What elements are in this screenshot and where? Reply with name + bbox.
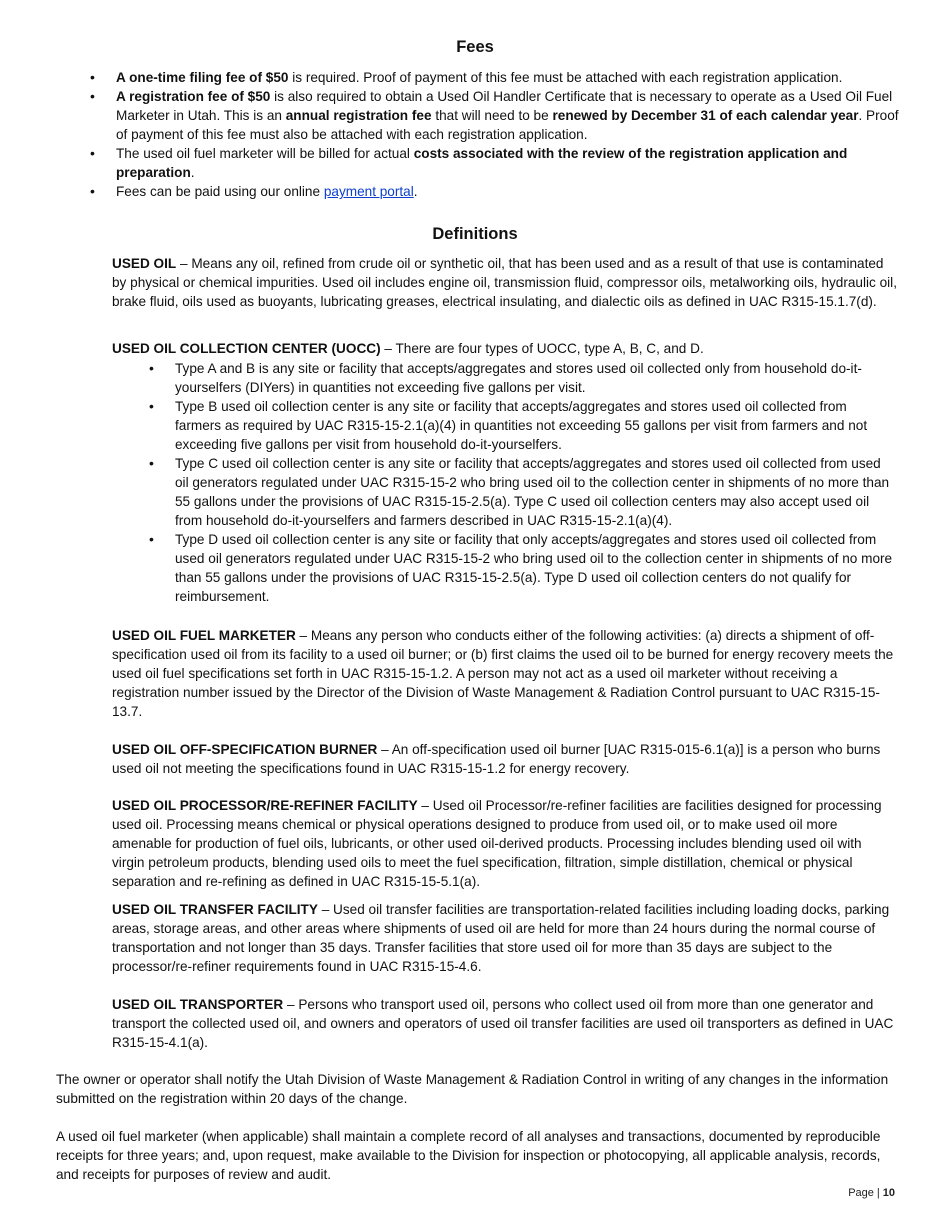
fees-heading: Fees xyxy=(456,38,494,56)
definition-off-spec-burner: USED OIL OFF-SPECIFICATION BURNER – An off-specification used oil burner [UAC R315-015-6.1(a)] is a person who burns used oil not meeting the specifications found in UAC R315-15-1.2 for energy recovery. xyxy=(112,742,881,776)
definition-transfer-facility: USED OIL TRANSFER FACILITY – Used oil transfer facilities are transportation-related facilities including loading docks, parking areas, storage areas, and other areas where shipments of used oil are held for more than 24 hours during the normal course of transportation and not longer than 35 days. Transfer facilities that store used oil for more than 35 days are subject to the processor/re-refiner requirements found in UAC R315-15-4.6. xyxy=(112,902,890,974)
list-item: • The used oil fuel marketer will be billed for actual costs associated with the review of the registration application and preparation. xyxy=(90,144,900,182)
definitions-heading: Definitions xyxy=(432,225,518,243)
record-keeping-paragraph: A used oil fuel marketer (when applicable) shall maintain a complete record of all analyses and transactions, documented by reproducible receipts for three years; and, upon request, make available to the Division for inspection or photocopying, all applicable analysis, records, and receipts for purposes of review and audit. xyxy=(56,1129,881,1182)
list-item: • Type B used oil collection center is any site or facility that accepts/aggregates and stores used oil collected from farmers as required by UAC R315-15-2.1(a)(4) in quantities not exceeding 55 gallons per visit from farmers and not exceeding five gallons per visit from household do-it-yourselfers. xyxy=(149,397,894,454)
fees-list xyxy=(90,68,900,201)
list-item: • A registration fee of $50 is also required to obtain a Used Oil Handler Certificate that is necessary to operate as a Used Oil Fuel Marketer in Utah. This is an annual registration fee that will need to be renewed by December 31 of each calendar year. Proof of payment of this fee must also be attached with each registration application. xyxy=(90,87,900,144)
definition-uocc: USED OIL COLLECTION CENTER (UOCC) – There are four types of UOCC, type A, B, C, and D. xyxy=(112,341,704,356)
payment-portal-link[interactable]: payment portal xyxy=(323,184,414,199)
list-item: • Type C used oil collection center is any site or facility that accepts/aggregates and stores used oil collected from used oil generators regulated under UAC R315-15-2 who bring used oil to the collection center in shipments of no more than 55 gallons under the provisions of UAC R315-15-2.5(a). Type C used oil collection centers may also accept used oil from household do-it-yourselfers and farmers described in UAC R315-15-2.1(a)(4). xyxy=(149,454,894,530)
page-footer xyxy=(848,1186,895,1200)
definition-transporter: USED OIL TRANSPORTER – Persons who transport used oil, persons who collect used oil from more than one generator and transport the collected used oil, and owners and operators of used oil transfer facilities are used oil transporters as defined in UAC R315-15-4.1(a). xyxy=(112,997,894,1050)
page-number: 10 xyxy=(882,1187,895,1199)
uocc-types-list xyxy=(149,359,894,606)
list-item: • A one-time filing fee of $50 is required. Proof of payment of this fee must be attached with each registration application. xyxy=(90,68,900,87)
page-separator: | xyxy=(876,1187,880,1199)
list-item: • Type A and B is any site or facility that accepts/aggregates and stores used oil collected only from household do-it-yourselfers (DIYers) in quantities not exceeding five gallons per visit. xyxy=(149,359,894,397)
definition-processor: USED OIL PROCESSOR/RE-REFINER FACILITY – Used oil Processor/re-refiner facilities are facilities designed for processing used oil. Processing means chemical or physical operations designed to produce from used oil, or to make used oil more amenable for production of fuel oils, lubricants, or other used oil-derived products. Processing includes blending used oil with virgin petroleum products, blending used oils to meet the fuel specification, filtration, simple distillation, chemical or physical separation and re-refining as defined in UAC R315-15-5.1(a). xyxy=(112,798,882,889)
page-label: Page xyxy=(848,1187,874,1199)
definition-fuel-marketer: USED OIL FUEL MARKETER – Means any person who conducts either of the following activities: (a) directs a shipment of off-specification used oil from its facility to a used oil burner; or (b) first claims the used oil to be burned for energy recovery meets the used oil fuel specifications set forth in UAC R315-15-1.2. A person may not act as a used oil marketer without receiving a registration number issued by the Director of the Division of Waste Management & Radiation Control pursuant to UAC R315-15-13.7. xyxy=(112,628,894,719)
notification-paragraph: The owner or operator shall notify the Utah Division of Waste Management & Radiation Control in writing of any changes in the information submitted on the registration within 20 days of the change. xyxy=(56,1072,889,1106)
list-item: • Type D used oil collection center is any site or facility that only accepts/aggregates and stores used oil collected from used oil generators regulated under UAC R315-15-2 who bring used oil to the collection center in shipments of no more than 55 gallons under the provisions of UAC R315-15-2.5(a). Type D used oil collection centers do not qualify for reimbursement. xyxy=(149,530,894,606)
list-item: • Fees can be paid using our online payment portal. xyxy=(90,182,900,201)
definition-used-oil: USED OIL – Means any oil, refined from crude oil or synthetic oil, that has been used and as a result of that use is contaminated by physical or chemical impurities. Used oil includes engine oil, transmission fluid, compressor oils, metalworking oils, hydraulic oil, brake fluid, oils used as buoyants, lubricating greases, electrical insulating, and dialectic oils as defined in UAC R315-15.1.7(d). xyxy=(112,256,897,309)
